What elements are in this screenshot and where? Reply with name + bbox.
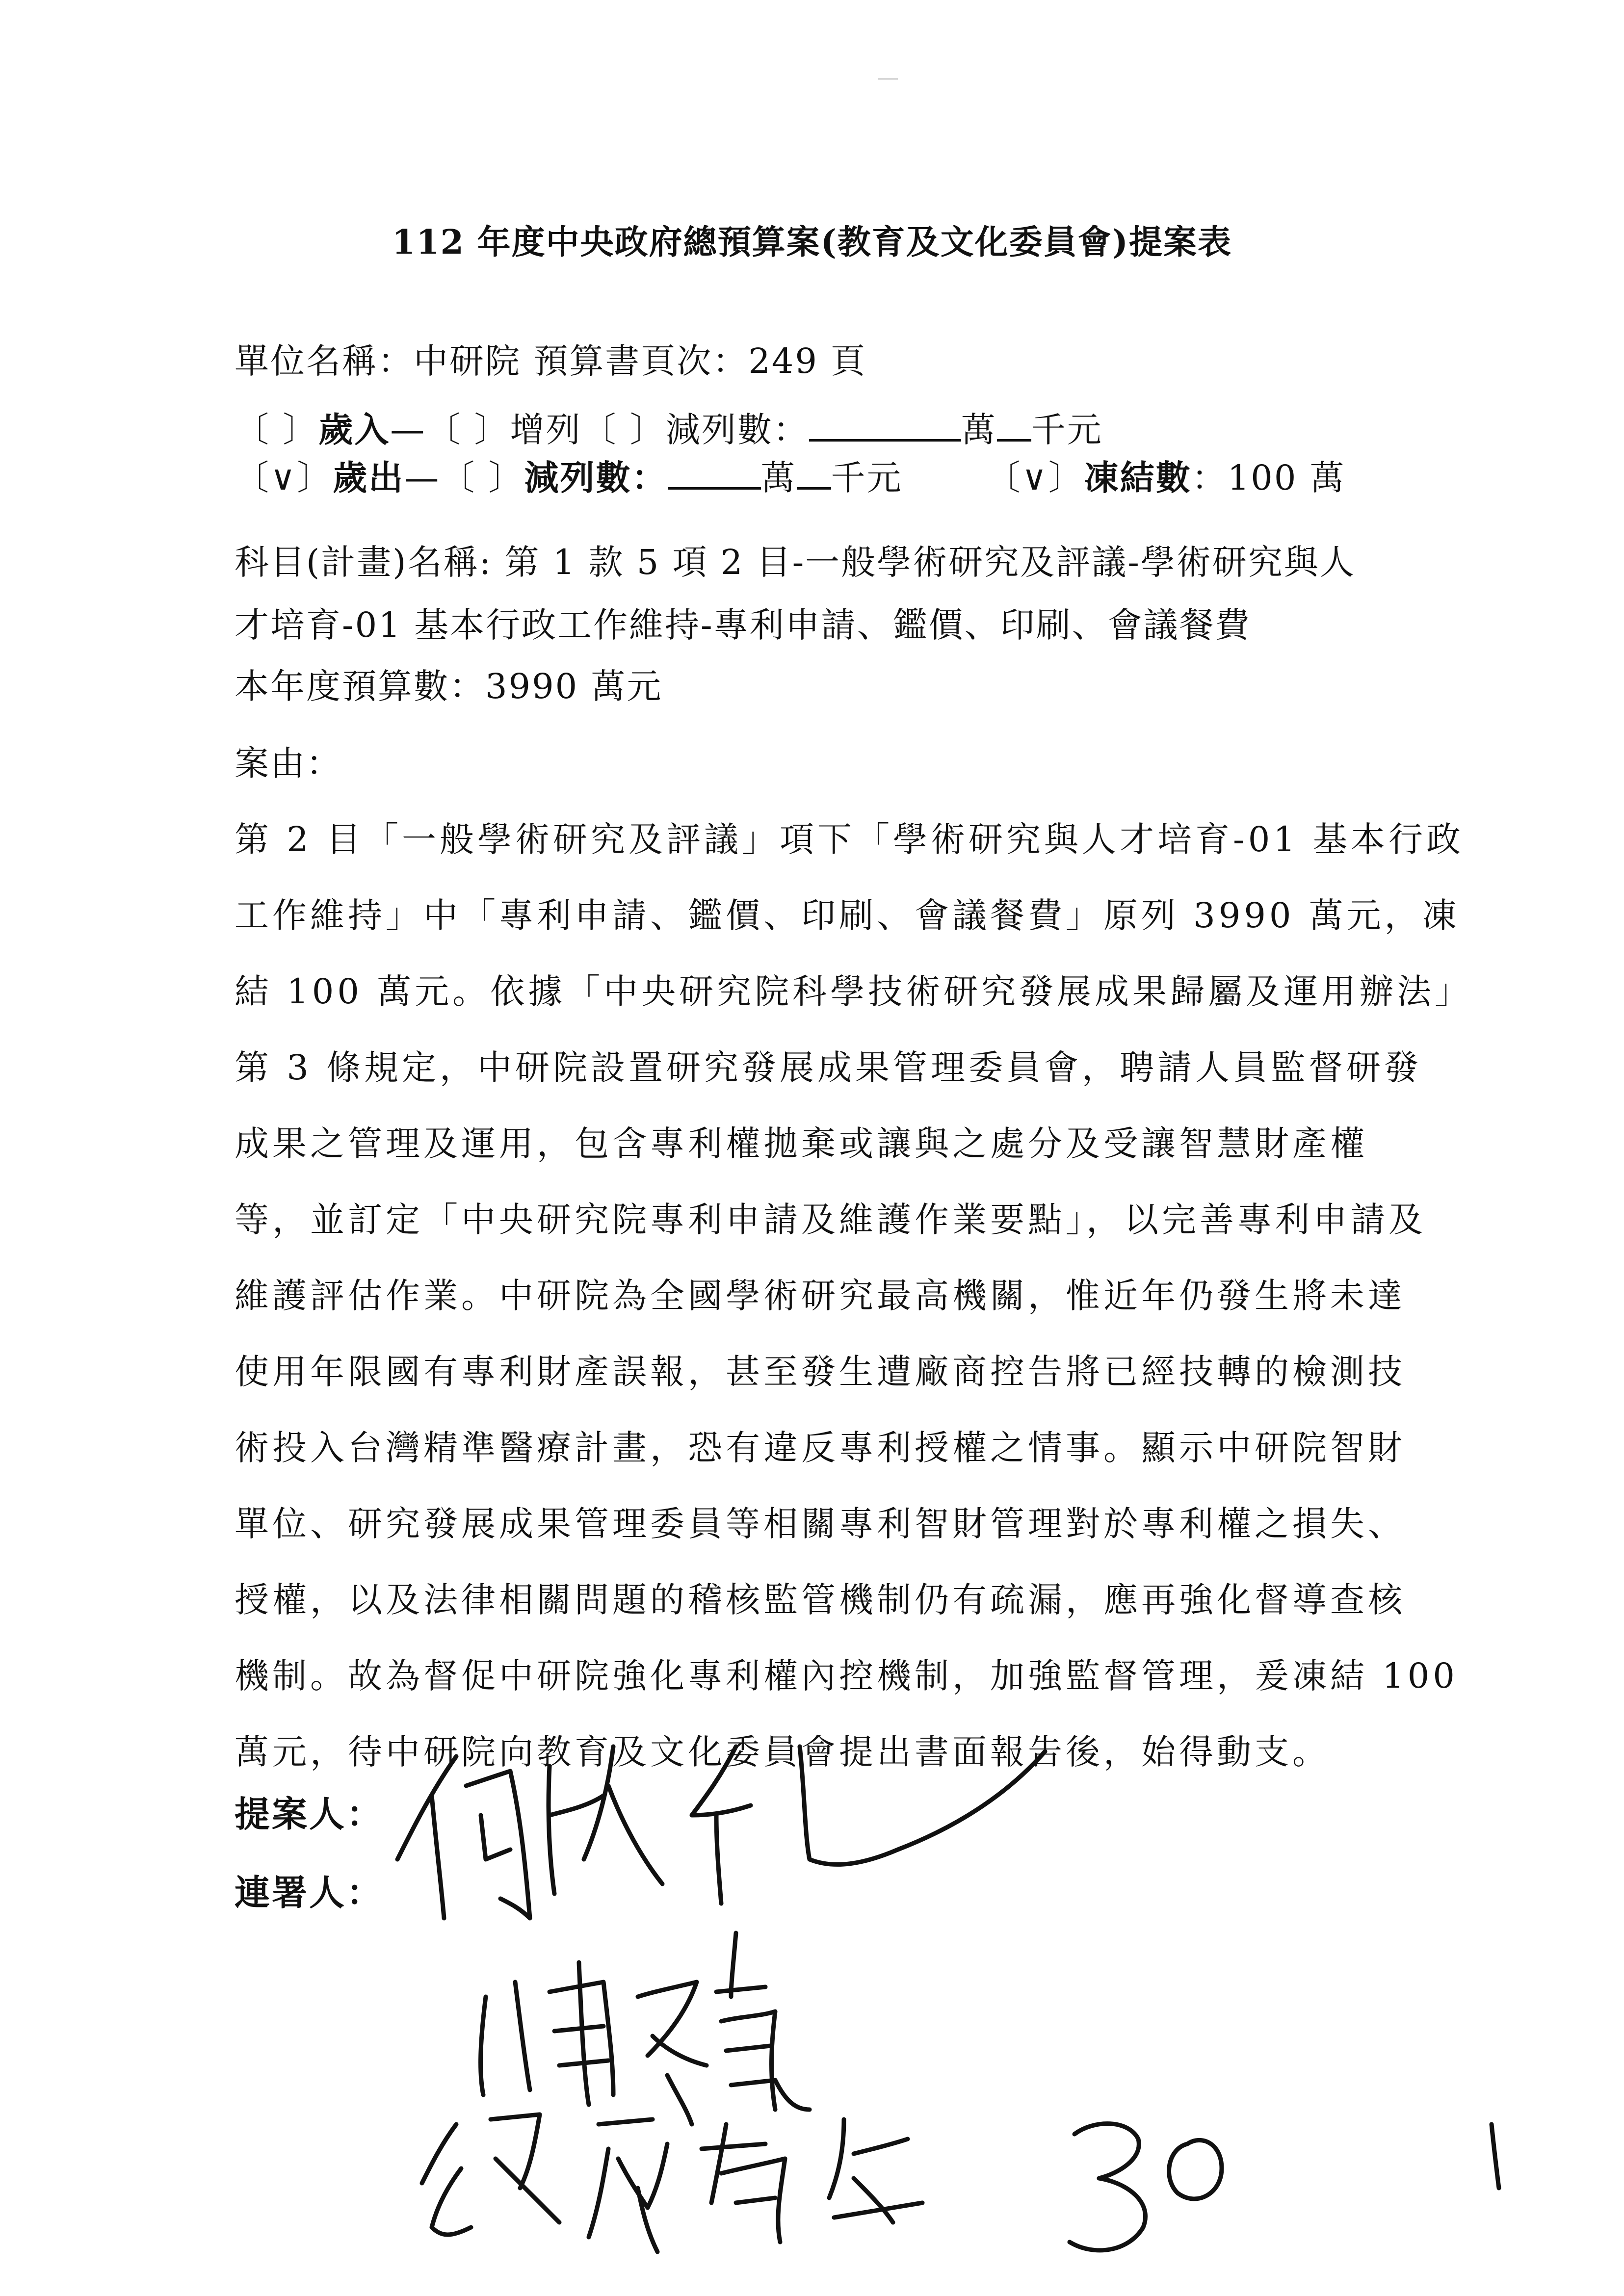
subject-line-2: 才培育-01 基本行政工作維持-專利申請、鑑價、印刷、會議餐費 bbox=[235, 605, 1251, 645]
expenditure-label: 歲出 bbox=[333, 457, 405, 498]
freeze-checkbox: 〔∨〕 bbox=[986, 458, 1084, 498]
freeze-label: 凍結數 bbox=[1084, 457, 1192, 498]
handwritten-number-30 bbox=[1070, 2124, 1222, 2250]
exp-qian-unit: 千元 bbox=[831, 458, 903, 498]
document-title: 112 年度中央政府總預算案(教育及文化委員會)提案表 bbox=[392, 223, 1232, 262]
reason-line-10: 單位、研究發展成果管理委員等相關專利智財管理對於專利權之損失、 bbox=[235, 1504, 1406, 1544]
reduce-label: 減列數： bbox=[665, 410, 809, 450]
subject-line-1: 科目(計畫)名稱: 第 1 款 5 項 2 目-一般學術研究及評議-學術研究與人 bbox=[235, 542, 1356, 582]
unit-line: 單位名稱：中研院 預算書頁次：249 頁 bbox=[235, 341, 867, 381]
freeze-value: ：100 萬 bbox=[1191, 458, 1346, 498]
reason-line-7: 維護評估作業。中研院為全國學術研究最高機關，惟近年仍發生將未達 bbox=[235, 1276, 1406, 1316]
exp-reduce-label: 減列數： bbox=[524, 457, 668, 498]
reason-line-8: 使用年限國有專利財產誤報，甚至發生遭廠商控告將已經技轉的檢測技 bbox=[235, 1352, 1406, 1392]
expenditure-checkbox: 〔∨〕 bbox=[235, 458, 333, 498]
cosigner-label: 連署人： bbox=[235, 1872, 384, 1913]
reason-line-2: 工作維持」中「專利申請、鑑價、印刷、會議餐費」原列 3990 萬元，凍 bbox=[235, 895, 1460, 936]
revenue-label: 歲入 bbox=[318, 409, 391, 450]
revenue-dash: — bbox=[390, 410, 426, 450]
exp-reduce-checkbox: 〔 〕 bbox=[440, 458, 524, 498]
signature-2 bbox=[481, 1933, 810, 2124]
reduce-checkbox: 〔 〕 bbox=[581, 410, 666, 450]
reason-line-12: 機制。故為督促中研院強化專利權內控機制，加強監督管理，爰凍結 100 bbox=[235, 1656, 1458, 1696]
exp-wan-unit: 萬 bbox=[760, 458, 797, 498]
reason-line-13: 萬元，待中研院向教育及文化委員會提出書面報告後，始得動支。 bbox=[235, 1732, 1330, 1772]
increase-label: 增列 bbox=[510, 410, 582, 450]
reason-line-3: 結 100 萬元。依據「中央研究院科學技術研究發展成果歸屬及運用辦法」 bbox=[235, 971, 1473, 1012]
reason-line-9: 術投入台灣精準醫療計畫，恐有違反專利授權之情事。顯示中研院智財 bbox=[235, 1428, 1406, 1468]
increase-checkbox: 〔 〕 bbox=[426, 410, 510, 450]
reason-line-11: 授權，以及法律相關問題的稽核監管機制仍有疏漏，應再強化督導查核 bbox=[235, 1580, 1406, 1620]
qian-unit: 千元 bbox=[1031, 410, 1103, 450]
wan-unit: 萬 bbox=[961, 410, 997, 450]
proposer-label: 提案人： bbox=[235, 1793, 384, 1835]
signature-1 bbox=[397, 1747, 1045, 1918]
reason-line-5: 成果之管理及運用，包含專利權拋棄或讓與之處分及受讓智慧財產權 bbox=[235, 1123, 1368, 1164]
reason-line-6: 等，並訂定「中央研究院專利申請及維護作業要點」，以完善專利申請及 bbox=[235, 1200, 1426, 1240]
expenditure-dash: — bbox=[404, 458, 441, 498]
handwritten-page-mark bbox=[1492, 2124, 1499, 2188]
signature-3 bbox=[422, 2114, 922, 2252]
budget-line: 本年度預算數：3990 萬元 bbox=[235, 666, 663, 706]
reason-label: 案由： bbox=[235, 743, 342, 783]
reason-line-1: 第 2 目「一般學術研究及評議」項下「學術研究與人才培育-01 基本行政 bbox=[235, 819, 1465, 860]
revenue-checkbox: 〔 〕 bbox=[235, 410, 319, 450]
reason-line-4: 第 3 條規定，中研院設置研究發展成果管理委員會，聘請人員監督研發 bbox=[235, 1047, 1422, 1088]
